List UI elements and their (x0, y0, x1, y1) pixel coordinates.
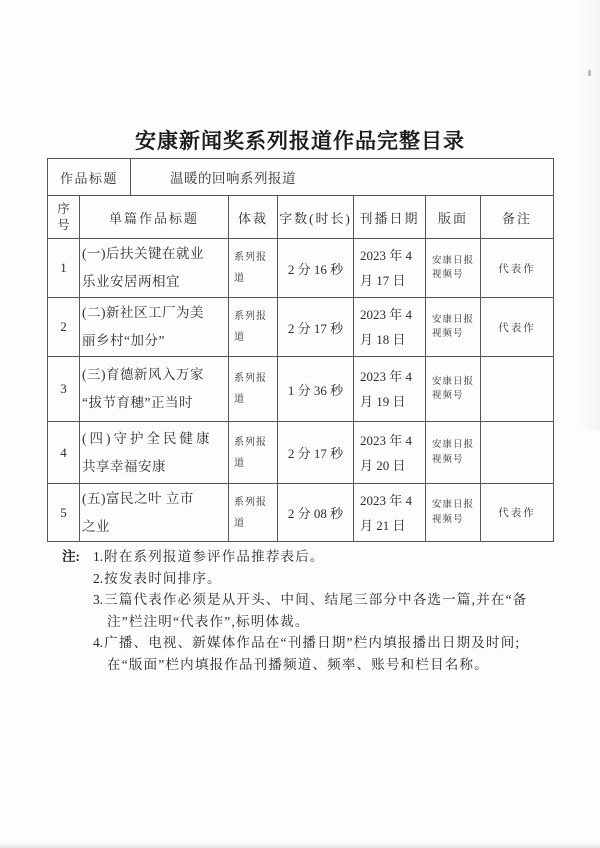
row-duration: 2 分 16 秒 (278, 239, 354, 298)
row-duration: 1 分 36 秒 (278, 357, 354, 422)
scan-artifact-band (578, 0, 600, 430)
col-header-length: 字数(时长) (278, 196, 354, 239)
row-date: 2023 年 4 月 19 日 (354, 357, 426, 422)
scan-artifact-dot (588, 70, 591, 76)
notes-section (62, 546, 567, 675)
col-header-remark: 备注 (481, 196, 554, 239)
note-number: 1. (93, 549, 104, 564)
row-genre: 系列报 道 (229, 484, 278, 542)
page-title: 安康新闻奖系列报道作品完整目录 (135, 129, 465, 153)
col-header-no: 序号 (48, 196, 80, 239)
row-duration: 2 分 08 秒 (278, 484, 354, 542)
row-date: 2023 年 4 月 18 日 (354, 298, 426, 357)
work-title-label: 作品标题 (48, 159, 131, 196)
table-header-row (48, 196, 554, 239)
note-item (93, 568, 567, 590)
row-no: 1 (48, 239, 80, 298)
note-number: 4. (93, 635, 104, 650)
note-item (93, 546, 567, 568)
row-genre: 系列报 道 (229, 239, 278, 298)
table-row (48, 298, 554, 357)
row-remark: 代表作 (481, 484, 554, 542)
notes-label: 注: (62, 549, 80, 564)
note-number: 3. (93, 592, 104, 607)
row-media: 安康日报 视频号 (426, 239, 481, 298)
col-header-title: 单篇作品标题 (80, 196, 229, 239)
row-title: (三)育德新风入万家 “拔节育穗”正当时 (80, 357, 229, 422)
work-title-table (47, 158, 554, 196)
work-title-row (48, 159, 554, 196)
note-text: 在“版面”栏内填报作品刊播频道、频率、账号和栏目名称。 (107, 656, 489, 672)
table-row (48, 422, 554, 484)
note-item (93, 589, 567, 632)
row-media: 安康日报 视频号 (426, 484, 481, 542)
note-text: 附在系列报道参评作品推荐表后。 (104, 549, 325, 564)
note-text: 三篇代表作必须是从开头、中间、结尾三部分中各选一篇,并在“备 (104, 592, 528, 607)
row-media: 安康日报 视频号 (426, 357, 481, 422)
row-date: 2023 年 4 月 20 日 (354, 422, 426, 484)
table-row (48, 484, 554, 542)
row-duration: 2 分 17 秒 (278, 298, 354, 357)
scan-bottom-edge (0, 843, 600, 848)
work-title-value: 温暖的回响系列报道 (131, 159, 554, 196)
note-text: 注”栏注明“代表作”,标明体裁。 (107, 613, 310, 629)
row-remark: 代表作 (481, 239, 554, 298)
table-row (48, 357, 554, 422)
row-genre: 系列报 道 (229, 298, 278, 357)
row-genre: 系列报 道 (229, 422, 278, 484)
row-remark (481, 357, 554, 422)
catalog-table (47, 158, 553, 542)
works-list-table (47, 195, 554, 542)
row-no: 4 (48, 422, 80, 484)
row-title: (二)新社区工厂为美 丽乡村“加分” (80, 298, 229, 357)
row-remark: 代表作 (481, 298, 554, 357)
col-header-page: 版面 (426, 196, 481, 239)
row-title: (四)守护全民健康 共享幸福安康 (80, 422, 229, 484)
row-genre: 系列报 道 (229, 357, 278, 422)
row-date: 2023 年 4 月 17 日 (354, 239, 426, 298)
row-date: 2023 年 4 月 21 日 (354, 484, 426, 542)
col-header-genre: 体裁 (229, 196, 278, 239)
note-text: 按发表时间排序。 (104, 570, 222, 586)
note-text: 广播、电视、新媒体作品在“刊播日期”栏内填报播出日期及时间; (104, 635, 521, 650)
row-title: (五)富民之叶 立市 之业 (80, 484, 229, 542)
row-duration: 2 分 17 秒 (278, 422, 354, 484)
col-header-date: 刊播日期 (354, 196, 426, 239)
note-number: 2. (93, 570, 104, 586)
table-row (48, 239, 554, 298)
note-item (93, 632, 567, 675)
row-title: (一)后扶关键在就业 乐业安居两相宜 (80, 239, 229, 298)
row-media: 安康日报 视频号 (426, 298, 481, 357)
row-remark (481, 422, 554, 484)
row-no: 5 (48, 484, 80, 542)
row-media: 安康日报 视频号 (426, 422, 481, 484)
row-no: 2 (48, 298, 80, 357)
notes-list (93, 546, 567, 675)
row-no: 3 (48, 357, 80, 422)
